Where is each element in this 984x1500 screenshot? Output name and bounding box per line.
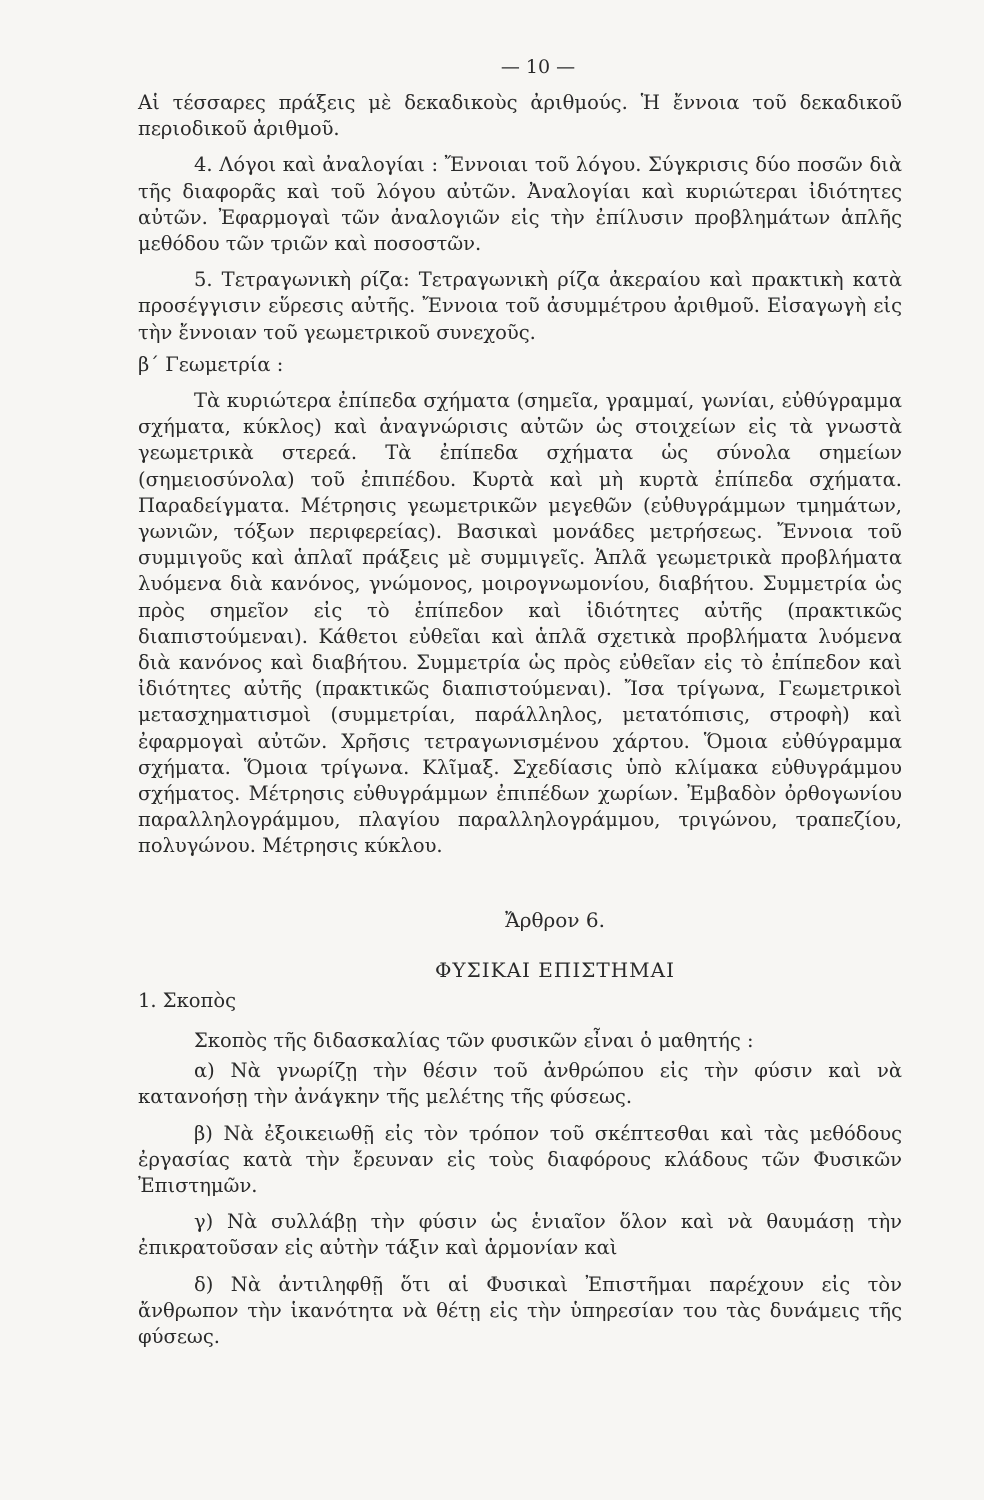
goal-intro: Σκοπὸς τῆς διδασκαλίας τῶν φυσικῶν εἶναι ὁ μαθητής : xyxy=(194,1028,754,1052)
section-title: ΦΥΣΙΚΑΙ ΕΠΙΣΤΗΜΑΙ xyxy=(435,957,675,982)
paragraph-decimal-operations: Αἱ τέσσαρες πράξεις μὲ δεκαδικοὺς ἀριθμούς. Ἡ ἔννοια τοῦ δεκαδικοῦ περιοδικοῦ ἀριθμοῦ. xyxy=(138,91,902,141)
goal-item-d: δ) Νὰ ἀντιληφθῇ ὅτι αἱ Φυσικαὶ Ἐπιστῆμαι παρέχουν εἰς τὸν ἄνθρωπον τὴν ἱκανότητα νὰ θέτῃ εἰς τὴν ὑπηρεσίαν του τὰς δυνάμεις τῆς φύσεως. xyxy=(138,1272,902,1348)
geometry-body: Τὰ κυριώτερα ἐπίπεδα σχήματα (σημεῖα, γραμμαί, γωνίαι, εὐθύγραμμα σχήματα, κύκλος) καὶ ἀναγνώρισις αὐτῶν ὡς στοιχείων εἰς τὰ γνωστὰ γεωμετρικὰ στερεά. Τὰ ἐπίπεδα σχήματα ὡς σύνολα σημείων (σημειοσύνολα) τοῦ ἐπιπέδου. Κυρτὰ καὶ μὴ κυρτὰ ἐπίπεδα σχήματα. Παραδείγματα. Μέτρησις γεωμετρικῶν μεγεθῶν (εὐθυγράμμων τμημάτων, γωνιῶν, τόξων περιφερείας). Βασικαὶ μονάδες μετρήσεως. Ἔννοια τοῦ συμμιγοῦς καὶ ἁπλαῖ πράξεις μὲ συμμιγεῖς. Ἁπλᾶ γεωμετρικὰ προβλήματα λυόμενα διὰ κανόνος, γνώμονος, μοιρογνωμονίου, διαβήτου. Συμμετρία ὡς πρὸς σημεῖον εἰς τὸ ἐπίπεδον καὶ ἰδιότητες αὐτῆς (πρακτικῶς διαπιστούμεναι). Κάθετοι εὐθεῖαι καὶ ἁπλᾶ σχετικὰ προβλήματα λυόμενα διὰ κανόνος καὶ διαβήτου. Συμμετρία ὡς πρὸς εὐθεῖαν εἰς τὸ ἐπίπεδον καὶ ἰδιότητες αὐτῆς (πρακτικῶς διαπιστούμεναι). Ἴσα τρίγωνα, Γεωμετρικοὶ μετασχηματισμοὶ (συμμετρίαι, παράλληλος, μετατόπισις, στροφὴ) καὶ ἐφαρμογαὶ αὐτῶν. Χρῆσις τετραγωνισμένου χάρτου. Ὅμοια εὐθύγραμμα σχήματα. Ὅμοια τρίγωνα. Κλῖμαξ. Σχεδίασις ὑπὸ κλίμακα εὐθυγράμμου σχήματος. Μέτρησις εὐθυγράμμων ἐπιπέδων χωρίων. Ἐμβαδὸν ὀρθογωνίου παραλληλογράμμου, πλαγίου παραλληλογράμμου, τριγώνου, τραπεζίου, πολυγώνου. Μέτρησις κύκλου. xyxy=(138,389,902,858)
goal-item-b: β) Νὰ ἐξοικειωθῇ εἰς τὸν τρόπον τοῦ σκέπτεσθαι καὶ τὰς μεθόδους ἐργασίας κατὰ τὴν ἔρευναν εἰς τοὺς διαφόρους κλάδους τῶν Φυσικῶν Ἐπιστημῶν. xyxy=(138,1121,902,1197)
goal-item-a: α) Νὰ γνωρίζῃ τὴν θέσιν τοῦ ἀνθρώπου εἰς τὴν φύσιν καὶ νὰ κατανοήσῃ τὴν ἀνάγκην τῆς μελέτης τῆς φύσεως. xyxy=(138,1059,902,1109)
goal-item-c: γ) Νὰ συλλάβῃ τὴν φύσιν ὡς ἑνιαῖον ὅλον καὶ νὰ θαυμάσῃ τὴν ἐπικρατοῦσαν εἰς αὐτὴν τάξιν καὶ ἁρμονίαν καὶ xyxy=(138,1210,902,1260)
paragraph-ratios-proportions: 4. Λόγοι καὶ ἀναλογίαι : Ἔννοιαι τοῦ λόγου. Σύγκρισις δύο ποσῶν διὰ τῆς διαφορᾶς καὶ τοῦ λόγου αὐτῶν. Ἀναλογίαι καὶ κυριώτεραι ἰδιότητες αὐτῶν. Ἐφαρμογαὶ τῶν ἀναλογιῶν εἰς τὴν ἐπίλυσιν προβλημάτων ἁπλῆς μεθόδου τῶν τριῶν καὶ ποσοστῶν. xyxy=(138,153,902,256)
goal-label: 1. Σκοπὸς xyxy=(138,988,236,1012)
page-number: — 10 — xyxy=(500,56,576,78)
article-heading: Ἄρθρον 6. xyxy=(505,907,605,932)
paragraph-square-root: 5. Τετραγωνικὴ ρίζα: Τετραγωνικὴ ρίζα ἀκεραίου καὶ πρακτικὴ κατὰ προσέγγισιν εὕρεσις αὐτῆς. Ἔννοια τοῦ ἀσυμμέτρου ἀριθμοῦ. Εἰσαγωγὴ εἰς τὴν ἔννοιαν τοῦ γεωμετρικοῦ συνεχοῦς. xyxy=(138,268,902,344)
geometry-label: β΄ Γεωμετρία : xyxy=(138,352,284,376)
